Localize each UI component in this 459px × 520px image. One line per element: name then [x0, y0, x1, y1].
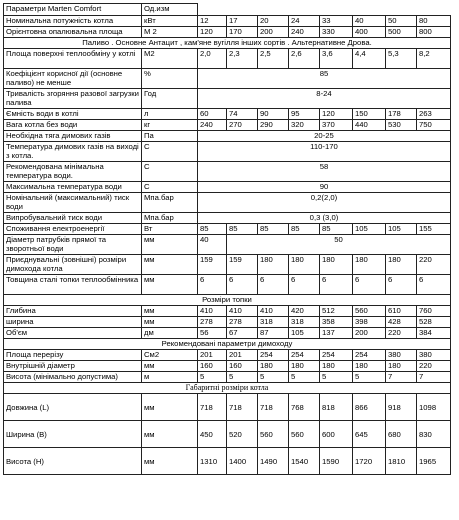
value-cell: 20	[258, 16, 289, 27]
unit-cell: Па	[142, 131, 198, 142]
param-label: Внутрішній діаметр	[4, 361, 142, 372]
value-cell: 67	[227, 328, 258, 339]
spec-row	[4, 317, 451, 328]
value-cell: 680	[386, 421, 417, 448]
value-cell: 17	[227, 16, 258, 27]
param-label: Висота (мінімально допустима)	[4, 372, 142, 383]
value-cell: 358	[320, 317, 353, 328]
value-cell: 180	[320, 255, 353, 275]
value-cell: 330	[320, 27, 353, 38]
value-span-cell: 8-24	[198, 89, 451, 109]
value-cell: 760	[417, 306, 451, 317]
value-cell: 180	[353, 255, 386, 275]
unit-cell: Вт	[142, 224, 198, 235]
spec-row	[4, 109, 451, 120]
value-cell: 4,4	[353, 49, 386, 69]
value-cell: 440	[353, 120, 386, 131]
param-label: Ємність води в котлі	[4, 109, 142, 120]
value-cell: 7	[417, 372, 451, 383]
value-cell: 320	[289, 120, 320, 131]
value-cell: 384	[417, 328, 451, 339]
spec-row	[4, 142, 451, 162]
value-cell: 278	[198, 317, 227, 328]
value-cell: 254	[258, 350, 289, 361]
value-cell: 180	[386, 361, 417, 372]
spec-row	[4, 448, 451, 475]
param-label: Товщина сталі топки теплообмінника	[4, 275, 142, 295]
spec-row	[4, 27, 451, 38]
spec-table	[3, 3, 451, 475]
value-cell: 56	[198, 328, 227, 339]
value-span-cell: 110-170	[198, 142, 451, 162]
value-span-cell: 20-25	[198, 131, 451, 142]
value-cell: 40	[198, 235, 227, 255]
unit-cell: мм	[142, 255, 198, 275]
param-label: Номінальний (максимальний) тиск води	[4, 193, 142, 213]
value-cell: 718	[227, 394, 258, 421]
value-cell: 254	[320, 350, 353, 361]
value-cell: 180	[353, 361, 386, 372]
unit-cell: С	[142, 182, 198, 193]
value-cell: 240	[198, 120, 227, 131]
value-cell: 85	[320, 224, 353, 235]
value-cell: 270	[227, 120, 258, 131]
value-cell: 3,6	[320, 49, 353, 69]
header-row	[4, 4, 451, 16]
unit-cell: мм	[142, 361, 198, 372]
spec-row	[4, 182, 451, 193]
spec-row	[4, 421, 451, 448]
value-cell: 74	[227, 109, 258, 120]
spec-row	[4, 120, 451, 131]
value-cell: 60	[198, 109, 227, 120]
value-cell: 159	[227, 255, 258, 275]
value-cell: 5,3	[386, 49, 417, 69]
value-cell: 12	[198, 16, 227, 27]
unit-cell: мм	[142, 306, 198, 317]
value-cell: 254	[289, 350, 320, 361]
value-cell: 240	[289, 27, 320, 38]
spec-row	[4, 350, 451, 361]
value-cell: 40	[353, 16, 386, 27]
value-cell: 6	[320, 275, 353, 295]
value-cell: 768	[289, 394, 320, 421]
value-cell: 528	[417, 317, 451, 328]
param-label: Діаметр патрубків прямої та зворотньої води	[4, 235, 142, 255]
value-cell: 180	[258, 361, 289, 372]
value-cell: 159	[198, 255, 227, 275]
unit-cell: С	[142, 142, 198, 162]
value-cell: 8,2	[417, 49, 451, 69]
value-cell: 160	[227, 361, 258, 372]
value-cell: 1590	[320, 448, 353, 475]
value-cell: 1490	[258, 448, 289, 475]
value-cell: 137	[320, 328, 353, 339]
value-cell: 318	[289, 317, 320, 328]
value-span-cell: 85	[198, 69, 451, 89]
unit-cell: Мпа.бар	[142, 213, 198, 224]
value-cell: 220	[417, 255, 451, 275]
spec-row	[4, 193, 451, 213]
spec-row	[4, 162, 451, 182]
section-title: Габаритні розміри котла	[4, 383, 451, 394]
value-span-cell: 58	[198, 162, 451, 182]
value-cell: 1098	[417, 394, 451, 421]
value-cell: 170	[227, 27, 258, 38]
value-cell: 530	[386, 120, 417, 131]
spec-row	[4, 255, 451, 275]
value-cell: 450	[198, 421, 227, 448]
value-cell: 918	[386, 394, 417, 421]
param-label: Приєднувальні (зовнішні) розміри димохода котла	[4, 255, 142, 275]
value-cell: 6	[289, 275, 320, 295]
value-cell: 50	[386, 16, 417, 27]
section-title: Рекомендовані параметри димоходу	[4, 339, 451, 350]
param-label: Площа перерізу	[4, 350, 142, 361]
value-cell: 85	[227, 224, 258, 235]
value-cell: 200	[258, 27, 289, 38]
value-cell: 120	[320, 109, 353, 120]
value-cell: 6	[353, 275, 386, 295]
value-cell: 610	[386, 306, 417, 317]
param-label: Орієнтовна опалювальна площа	[4, 27, 142, 38]
spec-body	[4, 4, 451, 475]
value-cell: 2,0	[198, 49, 227, 69]
param-label: Об'єм	[4, 328, 142, 339]
value-cell: 254	[353, 350, 386, 361]
value-cell: 1400	[227, 448, 258, 475]
value-cell: 5	[320, 372, 353, 383]
param-label: Глибина	[4, 306, 142, 317]
value-span-cell: 0,3 (3,0)	[198, 213, 451, 224]
param-label: ширина	[4, 317, 142, 328]
value-cell: 155	[417, 224, 451, 235]
param-label: Споживання електроенергії	[4, 224, 142, 235]
header-blank-cell	[198, 4, 451, 16]
value-cell: 410	[227, 306, 258, 317]
value-cell: 370	[320, 120, 353, 131]
value-cell: 2,5	[258, 49, 289, 69]
value-cell: 5	[353, 372, 386, 383]
value-cell: 420	[289, 306, 320, 317]
value-cell: 85	[289, 224, 320, 235]
spec-row	[4, 213, 451, 224]
value-cell: 220	[386, 328, 417, 339]
value-cell: 520	[227, 421, 258, 448]
value-cell: 400	[353, 27, 386, 38]
value-cell: 85	[198, 224, 227, 235]
value-cell: 105	[386, 224, 417, 235]
value-cell: 380	[386, 350, 417, 361]
param-label: Площа поверхні теплообміну у котлі	[4, 49, 142, 69]
spec-row	[4, 224, 451, 235]
value-cell: 410	[198, 306, 227, 317]
header-unit-cell: Од.изм	[142, 4, 198, 16]
value-cell: 718	[258, 394, 289, 421]
spec-row	[4, 328, 451, 339]
value-cell: 178	[386, 109, 417, 120]
param-label: Висота (Н)	[4, 448, 142, 475]
section-row	[4, 383, 451, 394]
unit-cell: кВт	[142, 16, 198, 27]
param-label: Номинальна потужність котла	[4, 16, 142, 27]
value-cell: 866	[353, 394, 386, 421]
param-label: Рекомендована мінімальна температура води.	[4, 162, 142, 182]
value-cell: 830	[417, 421, 451, 448]
value-cell: 201	[227, 350, 258, 361]
value-cell: 180	[320, 361, 353, 372]
value-cell: 818	[320, 394, 353, 421]
param-label: Вага котла без води	[4, 120, 142, 131]
value-cell: 2,3	[227, 49, 258, 69]
value-cell: 6	[417, 275, 451, 295]
value-cell: 410	[258, 306, 289, 317]
value-cell: 1540	[289, 448, 320, 475]
spec-row	[4, 306, 451, 317]
value-cell: 180	[289, 255, 320, 275]
spec-row	[4, 69, 451, 89]
param-label: Довжина (L)	[4, 394, 142, 421]
value-cell: 24	[289, 16, 320, 27]
value-cell: 2,6	[289, 49, 320, 69]
unit-cell: мм	[142, 317, 198, 328]
value-cell: 600	[320, 421, 353, 448]
value-cell: 380	[417, 350, 451, 361]
unit-cell: мм	[142, 394, 198, 421]
value-cell: 318	[258, 317, 289, 328]
value-span-cell: 50	[227, 235, 451, 255]
unit-cell: кг	[142, 120, 198, 131]
unit-cell: мм	[142, 448, 198, 475]
unit-cell: мм	[142, 235, 198, 255]
unit-cell: л	[142, 109, 198, 120]
unit-cell: дм	[142, 328, 198, 339]
value-cell: 95	[289, 109, 320, 120]
spec-row	[4, 49, 451, 69]
unit-cell: м	[142, 372, 198, 383]
value-cell: 220	[417, 361, 451, 372]
value-cell: 85	[258, 224, 289, 235]
unit-cell: Мпа.бар	[142, 193, 198, 213]
value-span-cell: 0,2(2,0)	[198, 193, 451, 213]
value-cell: 201	[198, 350, 227, 361]
value-cell: 6	[227, 275, 258, 295]
unit-cell: мм	[142, 421, 198, 448]
value-cell: 512	[320, 306, 353, 317]
value-cell: 5	[227, 372, 258, 383]
value-cell: 750	[417, 120, 451, 131]
value-cell: 290	[258, 120, 289, 131]
spec-row	[4, 394, 451, 421]
value-cell: 263	[417, 109, 451, 120]
value-cell: 560	[289, 421, 320, 448]
section-row	[4, 295, 451, 306]
value-cell: 180	[258, 255, 289, 275]
section-row	[4, 38, 451, 49]
unit-cell: %	[142, 69, 198, 89]
value-cell: 1965	[417, 448, 451, 475]
spec-row	[4, 372, 451, 383]
value-cell: 80	[417, 16, 451, 27]
value-cell: 105	[353, 224, 386, 235]
unit-cell: Год	[142, 89, 198, 109]
value-cell: 160	[198, 361, 227, 372]
value-cell: 718	[198, 394, 227, 421]
section-title: Розміри топки	[4, 295, 451, 306]
value-cell: 800	[417, 27, 451, 38]
value-cell: 5	[258, 372, 289, 383]
value-cell: 150	[353, 109, 386, 120]
value-cell: 1810	[386, 448, 417, 475]
value-cell: 560	[258, 421, 289, 448]
value-cell: 180	[386, 255, 417, 275]
value-cell: 6	[198, 275, 227, 295]
value-cell: 1310	[198, 448, 227, 475]
spec-row	[4, 89, 451, 109]
param-label: Температура димових газів на виході з котла.	[4, 142, 142, 162]
param-label: Коефіцієнт корисної дії (основне паливо) не менше	[4, 69, 142, 89]
value-cell: 87	[258, 328, 289, 339]
param-label: Необхідна тяга димових газів	[4, 131, 142, 142]
unit-cell: С	[142, 162, 198, 182]
value-cell: 560	[353, 306, 386, 317]
value-cell: 7	[386, 372, 417, 383]
value-cell: 200	[353, 328, 386, 339]
value-cell: 278	[227, 317, 258, 328]
value-cell: 500	[386, 27, 417, 38]
value-cell: 428	[386, 317, 417, 328]
section-title: Паливо . Основне Антацит , кам'яне вугілля інших сортів . Альтернативне Дрова.	[4, 38, 451, 49]
param-label: Максимальна температура води	[4, 182, 142, 193]
header-param-cell: Параметри Marten Comfort	[4, 4, 142, 16]
value-cell: 33	[320, 16, 353, 27]
spec-row	[4, 235, 451, 255]
unit-cell: мм	[142, 275, 198, 295]
param-label: Ширина (В)	[4, 421, 142, 448]
spec-row	[4, 131, 451, 142]
value-cell: 6	[258, 275, 289, 295]
unit-cell: См2	[142, 350, 198, 361]
value-cell: 398	[353, 317, 386, 328]
value-cell: 180	[289, 361, 320, 372]
value-cell: 105	[289, 328, 320, 339]
spec-row	[4, 361, 451, 372]
spec-row	[4, 275, 451, 295]
value-cell: 5	[198, 372, 227, 383]
value-span-cell: 90	[198, 182, 451, 193]
value-cell: 645	[353, 421, 386, 448]
param-label: Тривалість згоряння разової загрузки палива	[4, 89, 142, 109]
value-cell: 120	[198, 27, 227, 38]
unit-cell: М 2	[142, 27, 198, 38]
value-cell: 5	[289, 372, 320, 383]
param-label: Випробувальний тиск води	[4, 213, 142, 224]
spec-row	[4, 16, 451, 27]
section-row	[4, 339, 451, 350]
value-cell: 1720	[353, 448, 386, 475]
value-cell: 6	[386, 275, 417, 295]
value-cell: 90	[258, 109, 289, 120]
unit-cell: М2	[142, 49, 198, 69]
